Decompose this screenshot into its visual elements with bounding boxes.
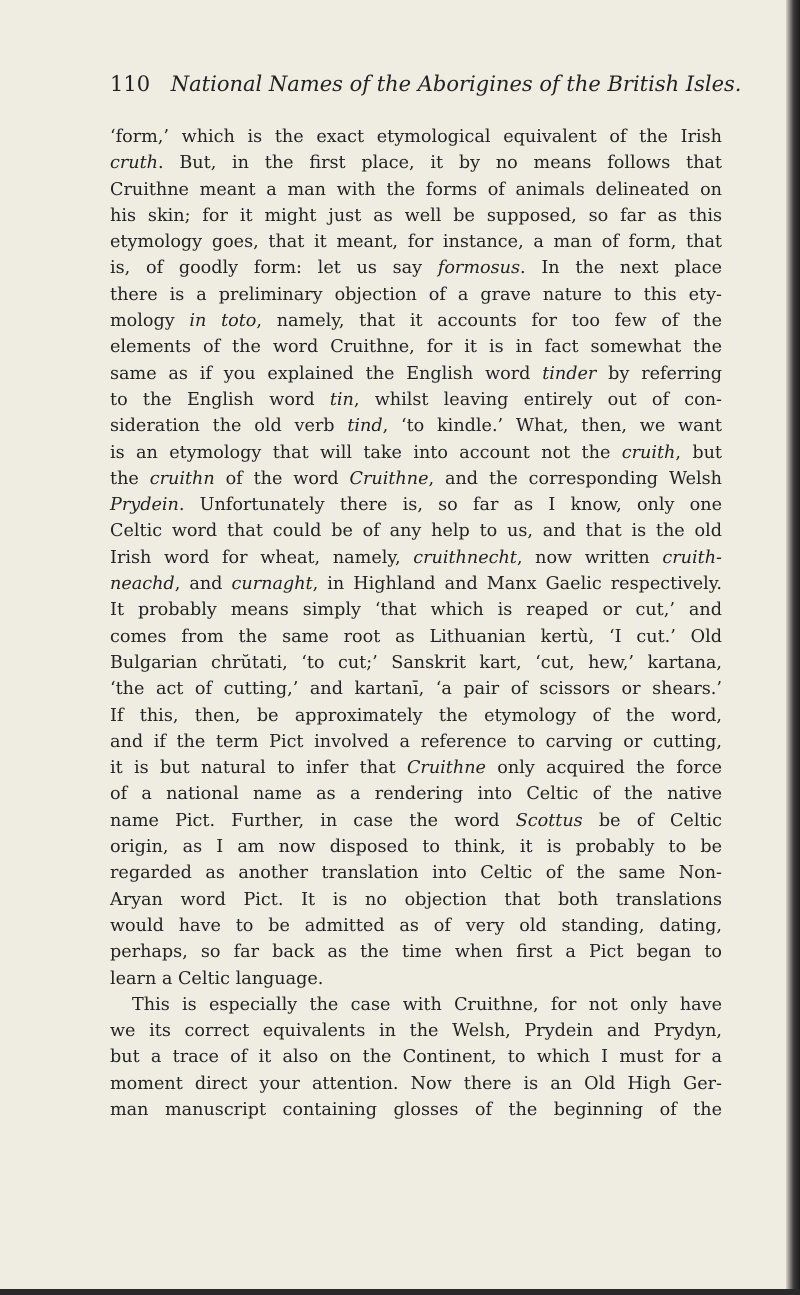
text-line: origin, as I am now disposed to think, it is probably to be [110,837,722,858]
text-line: and if the term Pict involved a reference to carving or cutting, [110,731,722,752]
text-line: there is a preliminary objection of a grave nature to this ety- [110,284,722,305]
running-title: National Names of the Aborigines of the British Isles. [170,72,742,96]
text-line: Celtic word that could be of any help to us, and that is the old [110,521,722,542]
text-line: mology in toto, namely, that it accounts for too few of the [110,311,722,332]
text-line: Irish word for wheat, namely, cruithnecht, now written cruith- [110,547,722,568]
text-line: comes from the same root as Lithuanian kertù, ‘I cut.’ Old [110,626,722,647]
text-line: regarded as another translation into Celtic of the same Non- [110,863,722,884]
text-line: perhaps, so far back as the time when first a Pict began to [110,942,722,963]
text-line: Prydein. Unfortunately there is, so far as I know, only one [110,495,722,516]
text-line: is an etymology that will take into account not the cruith, but [110,442,722,463]
text-line: ‘the act of cutting,’ and kartanī, ‘a pair of scissors or shears.’ [110,679,722,700]
text-line: neachd, and curnaght, in Highland and Manx Gaelic respectively. [110,574,722,595]
text-line: learn a Celtic language. [110,968,324,989]
text-line: etymology goes, that it meant, for instance, a man of form, that [110,232,722,253]
text-line: we its correct equivalents in the Welsh, Prydein and Prydyn, [110,1021,722,1042]
page-number: 110 [110,72,151,96]
text-line: cruth. But, in the first place, it by no means follows that [110,153,722,174]
text-line: it is but natural to infer that Cruithne only acquired the force [110,758,722,779]
running-head [110,72,750,96]
text-line: ‘form,’ which is the exact etymological equivalent of the Irish [110,127,722,147]
text-line: Bulgarian chrŭtati, ‘to cut;’ Sanskrit kart, ‘cut, hew,’ kartana, [110,652,722,673]
text-line: moment direct your attention. Now there is an Old High Ger- [110,1073,722,1094]
text-line: Cruithne meant a man with the forms of animals delineated on [110,179,722,200]
text-line: his skin; for it might just as well be supposed, so far as this [110,205,722,226]
text-line: the cruithn of the word Cruithne, and the corresponding Welsh [110,468,722,489]
text-line: This is especially the case with Cruithne, for not only have [132,994,722,1015]
text-line: but a trace of it also on the Continent, to which I must for a [110,1047,722,1068]
text-line: same as if you explained the English word tinder by referring [110,363,722,384]
text-line: would have to be admitted as of very old standing, dating, [110,915,722,936]
text-line: elements of the word Cruithne, for it is in fact somewhat the [110,337,722,358]
body-text [110,124,722,1123]
text-line: name Pict. Further, in case the word Scottus be of Celtic [110,810,722,831]
page-edge-shadow [786,0,800,1295]
text-line: of a national name as a rendering into Celtic of the native [110,784,722,805]
text-line: is, of goodly form: let us say formosus. In the next place [110,258,722,279]
text-line: It probably means simply ‘that which is reaped or cut,’ and [110,600,722,621]
text-line: man manuscript containing glosses of the beginning of the [110,1099,722,1120]
text-line: to the English word tin, whilst leaving entirely out of con- [110,389,722,410]
text-line: If this, then, be approximately the etymology of the word, [110,705,722,726]
text-line: sideration the old verb tind, ‘to kindle.’ What, then, we want [110,416,722,437]
text-line: Aryan word Pict. It is no objection that both translations [110,889,722,910]
page-bottom-edge [0,1289,800,1295]
